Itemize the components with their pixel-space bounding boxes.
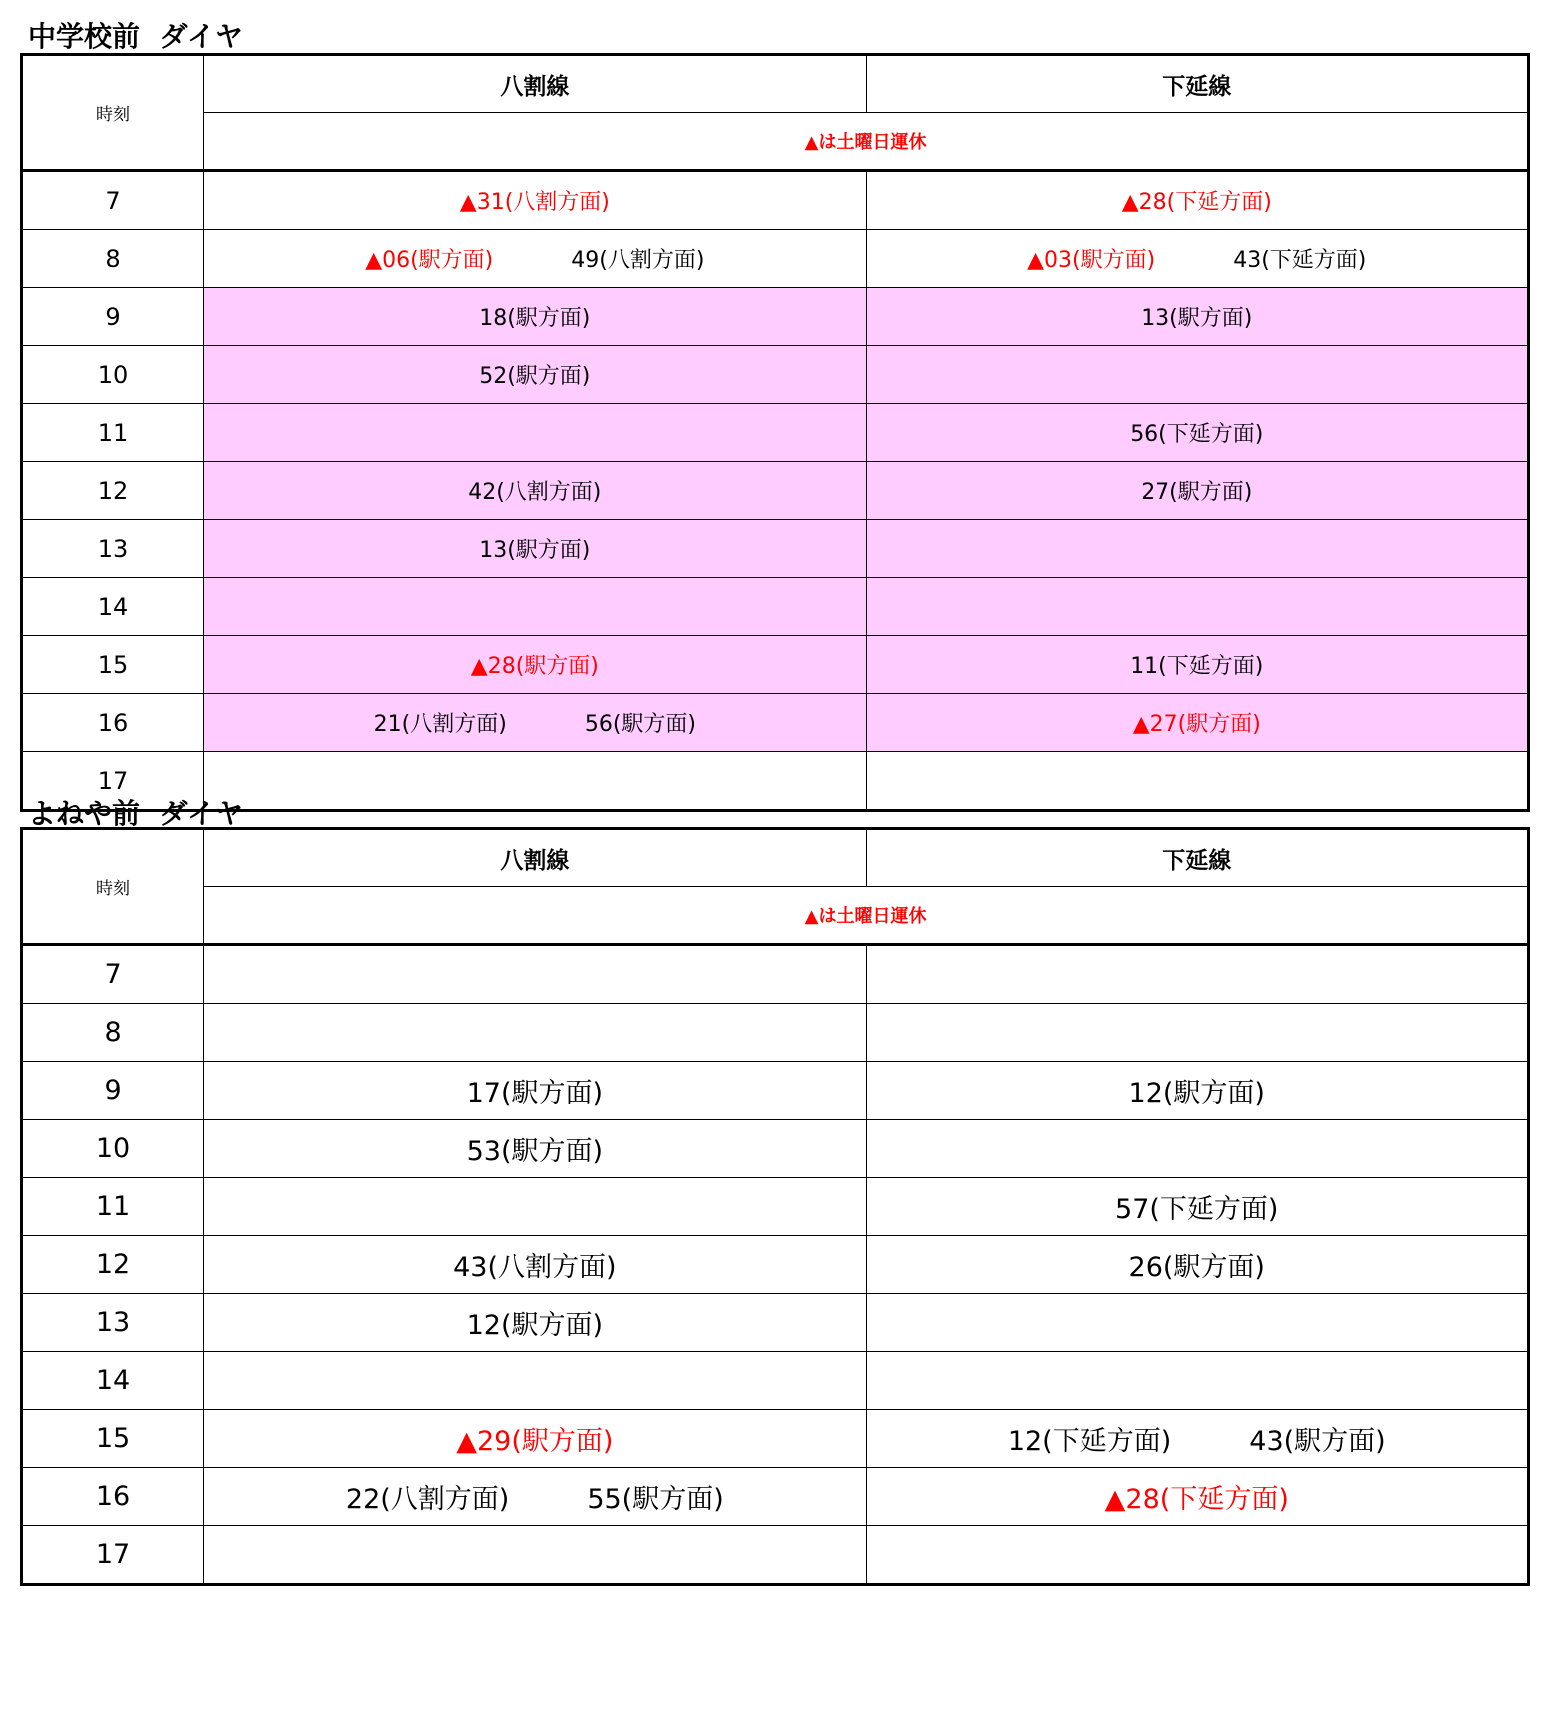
hour-cell: 8 (22, 230, 204, 288)
hour-cell: 16 (22, 694, 204, 752)
departure-cell-shitanobe (866, 1468, 1528, 1526)
hour-cell: 12 (22, 1236, 204, 1294)
table-row (22, 404, 1529, 462)
departure-time: 27(駅方面) (1141, 480, 1253, 505)
departure-cell-hachiwari (204, 1410, 866, 1468)
departure-time: 13(駅方面) (1141, 306, 1253, 331)
departure-time: ▲03(駅方面) (1027, 248, 1156, 273)
departure-cell-hachiwari (204, 1120, 866, 1178)
hour-cell: 7 (22, 945, 204, 1004)
departure-time: ▲29(駅方面) (456, 1426, 614, 1457)
table-row (22, 1236, 1529, 1294)
hour-cell: 16 (22, 1468, 204, 1526)
departure-time: 17(駅方面) (466, 1078, 604, 1109)
hour-cell: 9 (22, 288, 204, 346)
table-row (22, 1526, 1529, 1585)
departure-time: 22(八割方面) (345, 1484, 510, 1515)
departure-cell-hachiwari (204, 230, 866, 288)
departure-cell-shitanobe (866, 1236, 1528, 1294)
departure-time: 56(駅方面) (584, 712, 696, 737)
hour-cell: 11 (22, 1178, 204, 1236)
departure-cell-shitanobe (866, 171, 1528, 230)
departure-cell-shitanobe (866, 288, 1528, 346)
timetable-chugakko (20, 53, 1530, 812)
hour-cell: 10 (22, 1120, 204, 1178)
hour-cell: 12 (22, 462, 204, 520)
departure-cell-hachiwari (204, 1526, 866, 1585)
hour-cell: 17 (22, 1526, 204, 1585)
departure-cell-shitanobe (866, 1410, 1528, 1468)
departure-time: 18(駅方面) (479, 306, 591, 331)
departure-time: 11(下延方面) (1130, 654, 1264, 679)
table-row (22, 171, 1529, 230)
departure-time: ▲28(下延方面) (1121, 190, 1272, 215)
header-time: 時刻 (22, 829, 204, 945)
departure-time: 53(駅方面) (466, 1136, 604, 1167)
departure-cell-shitanobe (866, 1352, 1528, 1410)
departure-cell-hachiwari (204, 752, 866, 811)
hour-cell: 8 (22, 1004, 204, 1062)
departure-time: 26(駅方面) (1128, 1252, 1265, 1283)
table-row (22, 1410, 1529, 1468)
departure-time: 43(駅方面) (1249, 1426, 1386, 1457)
hour-cell: 13 (22, 1294, 204, 1352)
departure-time: ▲27(駅方面) (1132, 712, 1261, 737)
departure-cell-hachiwari (204, 578, 866, 636)
table-row (22, 288, 1529, 346)
departure-cell-shitanobe (866, 346, 1528, 404)
departure-time: 56(下延方面) (1130, 422, 1264, 447)
departure-cell-hachiwari (204, 1352, 866, 1410)
departure-time: ▲28(下延方面) (1104, 1484, 1289, 1515)
hour-cell: 11 (22, 404, 204, 462)
table-row (22, 462, 1529, 520)
section-title-chugakko: 中学校前 ダイヤ (28, 20, 243, 53)
table-row (22, 578, 1529, 636)
hour-cell: 17 (22, 752, 204, 811)
header-time: 時刻 (22, 55, 204, 171)
departure-time: 52(駅方面) (479, 364, 591, 389)
hour-cell: 15 (22, 1410, 204, 1468)
departure-cell-hachiwari (204, 346, 866, 404)
header-line-hachiwari: 八割線 (204, 829, 866, 887)
departure-cell-shitanobe (866, 404, 1528, 462)
hour-cell: 7 (22, 171, 204, 230)
departure-cell-shitanobe (866, 1004, 1528, 1062)
table-row (22, 945, 1529, 1004)
departure-cell-hachiwari (204, 404, 866, 462)
departure-cell-shitanobe (866, 520, 1528, 578)
departure-time: ▲28(駅方面) (470, 654, 599, 679)
timetable-yoneya (20, 827, 1530, 1586)
departure-time: 57(下延方面) (1115, 1194, 1279, 1225)
table-body (22, 171, 1529, 811)
table-row (22, 1178, 1529, 1236)
hour-cell: 14 (22, 1352, 204, 1410)
section-title-yoneya: よねや前 ダイヤ (28, 797, 243, 830)
departure-cell-hachiwari (204, 171, 866, 230)
hour-cell: 10 (22, 346, 204, 404)
departure-time: 12(駅方面) (1128, 1078, 1265, 1109)
table-row (22, 1352, 1529, 1410)
departure-time: 12(駅方面) (466, 1310, 604, 1341)
departure-cell-hachiwari (204, 1468, 866, 1526)
hour-cell: 14 (22, 578, 204, 636)
departure-cell-hachiwari (204, 1294, 866, 1352)
departure-cell-shitanobe (866, 1178, 1528, 1236)
header-note: ▲は土曜日運休 (204, 113, 1529, 171)
departure-time: 43(八割方面) (453, 1252, 617, 1283)
header-line-shitanobe: 下延線 (866, 55, 1528, 113)
header-line-shitanobe: 下延線 (866, 829, 1528, 887)
departure-cell-shitanobe (866, 636, 1528, 694)
departure-cell-hachiwari (204, 945, 866, 1004)
departure-time: 49(八割方面) (571, 248, 705, 273)
departure-time: 12(下延方面) (1007, 1426, 1172, 1457)
departure-cell-shitanobe (866, 230, 1528, 288)
departure-cell-hachiwari (204, 694, 866, 752)
departure-cell-hachiwari (204, 1062, 866, 1120)
departure-cell-shitanobe (866, 578, 1528, 636)
departure-cell-hachiwari (204, 520, 866, 578)
table-row (22, 694, 1529, 752)
hour-cell: 15 (22, 636, 204, 694)
departure-cell-hachiwari (204, 1004, 866, 1062)
departure-time: 43(下延方面) (1233, 248, 1367, 273)
table-row (22, 346, 1529, 404)
departure-cell-shitanobe (866, 945, 1528, 1004)
table-row (22, 1468, 1529, 1526)
table-row (22, 752, 1529, 811)
departure-cell-shitanobe (866, 462, 1528, 520)
table-row (22, 1294, 1529, 1352)
departure-cell-shitanobe (866, 1526, 1528, 1585)
departure-cell-hachiwari (204, 1236, 866, 1294)
departure-time: 42(八割方面) (468, 480, 602, 505)
table-row (22, 520, 1529, 578)
departure-time: 21(八割方面) (373, 712, 507, 737)
departure-cell-shitanobe (866, 1294, 1528, 1352)
departure-time: ▲31(八割方面) (459, 190, 610, 215)
hour-cell: 13 (22, 520, 204, 578)
departure-cell-shitanobe (866, 752, 1528, 811)
table-body (22, 945, 1529, 1585)
departure-cell-shitanobe (866, 1062, 1528, 1120)
departure-cell-shitanobe (866, 694, 1528, 752)
table-row (22, 1062, 1529, 1120)
table-row (22, 230, 1529, 288)
table-row (22, 636, 1529, 694)
departure-time: ▲06(駅方面) (365, 248, 494, 273)
table-row (22, 1120, 1529, 1178)
table-row (22, 1004, 1529, 1062)
departure-cell-hachiwari (204, 462, 866, 520)
departure-cell-shitanobe (866, 1120, 1528, 1178)
header-line-hachiwari: 八割線 (204, 55, 866, 113)
departure-cell-hachiwari (204, 636, 866, 694)
departure-cell-hachiwari (204, 1178, 866, 1236)
hour-cell: 9 (22, 1062, 204, 1120)
header-note: ▲は土曜日運休 (204, 887, 1529, 945)
departure-cell-hachiwari (204, 288, 866, 346)
departure-time: 55(駅方面) (587, 1484, 724, 1515)
departure-time: 13(駅方面) (479, 538, 591, 563)
